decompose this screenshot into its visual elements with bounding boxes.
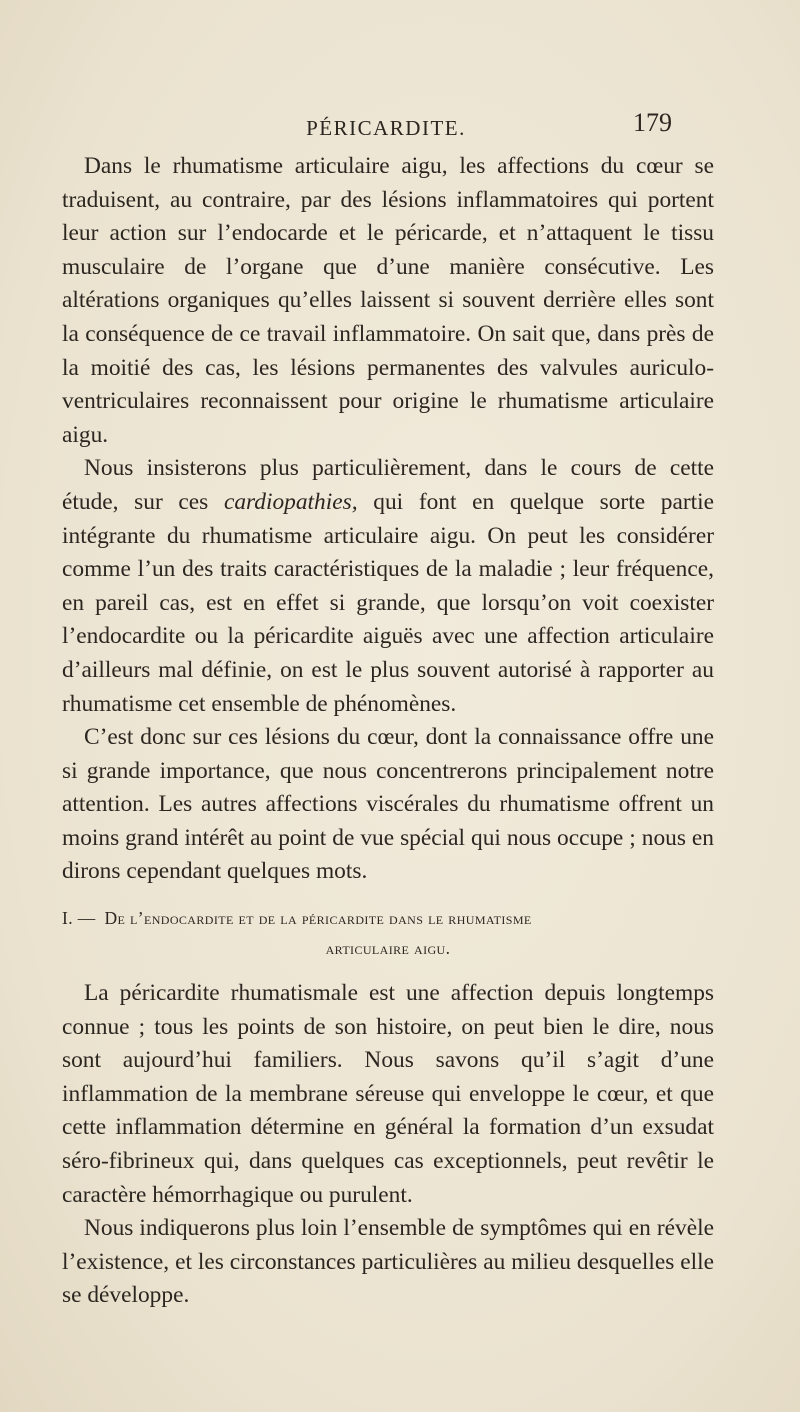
paragraph-5: Nous indiquerons plus loin l’ensemble de symptômes qui en révèle l’existence, et les circonstances particulières au milieu desquelles elle se développe. — [62, 1215, 714, 1309]
page-number: 179 — [633, 108, 672, 137]
section-heading — [62, 903, 714, 963]
paragraph-1: Dans le rhumatisme articulaire aigu, les affections du cœur se traduisent, au contraire, par des lésions inflammatoires qui portent leur action sur l’endocarde et le péricarde, et n’attaquent le tissu musculaire de l’organe que d’une manière consécutive. Les altérations organiques qu’elles laissent si souvent derrière elles sont la conséquence de ce travail inflammatoire. On sait que, dans près de la moitié des cas, les lésions permanentes des valvules auriculo-ventriculaires reconnaissent pour origine le rhumatisme articulaire aigu. — [62, 153, 714, 448]
body-text — [62, 150, 714, 1313]
paragraph-2 — [62, 452, 714, 721]
paragraph-2-italic: cardiopathies, — [223, 488, 358, 515]
section-heading-line-1 — [62, 903, 714, 933]
paragraph-4: La péricardite rhumatismale est une affection depuis longtemps connue ; tous les points de son histoire, on peut bien le dire, nous sont aujourd’hui familiers. Nous savons qu’il s’agit d’une inflammation de la membrane séreuse qui enveloppe le cœur, et que cette inflammation détermine en général la formation d’un exsudat séro-fibrineux qui, dans quelques cas exceptionnels, peut revêtir le caractère hémorrhagique ou purulent. — [62, 980, 714, 1208]
paragraph-2-start: Nous insisterons plus particulièrement, dans le cours de cette étude, sur ces — [62, 455, 714, 515]
paragraph-2-end: qui font en quelque sorte partie intégrante du rhumatisme articulaire aigu. On peut les considérer comme l’un des traits caractéristiques de la maladie ; leur fréquence, en pareil cas, est en effet si grande, que lorsqu’on voit coexister l’endocardite ou la péricardite aiguës avec une affection articulaire d’ailleurs mal définie, on est le plus souvent autorisé à rapporter au rhumatisme cet ensemble de phénomènes. — [62, 488, 714, 717]
section-title-line-2: articulaire aigu. — [325, 938, 451, 959]
section-title-line-1: De l’endocardite et de la péricardite dans le rhumatisme — [104, 908, 532, 929]
page-header — [100, 108, 672, 148]
section-number: I. — — [62, 908, 96, 929]
paragraph-3: C’est donc sur ces lésions du cœur, dont la connaissance offre une si grande importance, que nous concentrerons principalement notre attention. Les autres affections viscérales du rhumatisme offrent un moins grand intérêt au point de vue spécial qui nous occupe ; nous en dirons cependant quelques mots. — [62, 724, 714, 885]
running-title: PÉRICARDITE. — [306, 116, 466, 140]
